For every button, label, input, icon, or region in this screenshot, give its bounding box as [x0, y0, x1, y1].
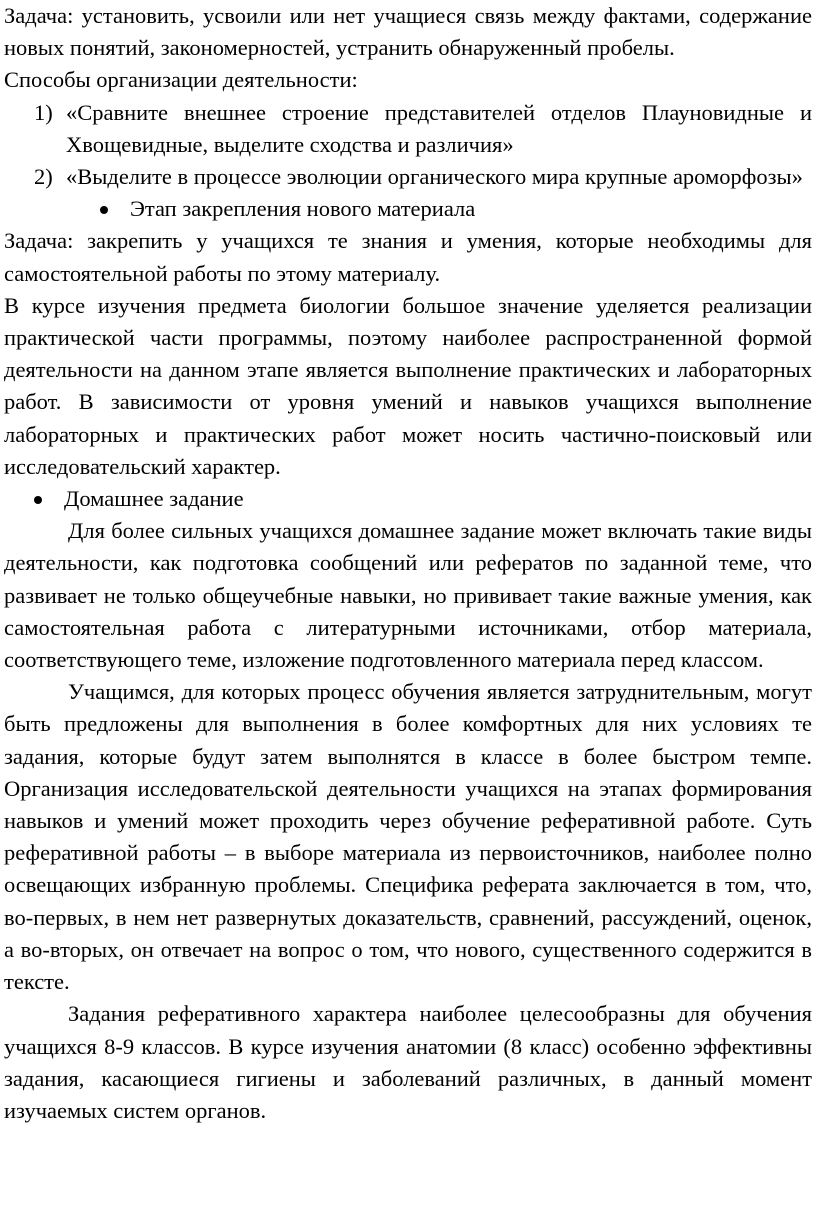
list-text-1: «Сравните внешнее строение представителей отделов Плауновидные и Хвощевидные, выделите сходства и различия»	[66, 99, 812, 157]
bullet-homework-text: Домашнее задание	[64, 486, 244, 512]
weak-students-paragraph: Учащимся, для которых процесс обучения является затруднительным, могут быть предложены для выполнения в более комфортных для них условиях те задания, которые будут затем выполнятся в классе в более быстром темпе. Организация исследовательской деятельности учащихся на этапах формирования навыков и умений может проходить через обучение реферативной работе. Суть реферативной работы – в выборе материала из первоисточников, наиболее полно освещающих избранную проблемы. Специфика реферата заключается в том, что, во-первых, в нем нет развернутых доказательств, сравнений, рассуждений, оценок, а во-вторых, он отвечает на вопрос о том, что нового, существенного содержится в тексте.	[4, 679, 812, 995]
list-text-2: «Выделите в процессе эволюции органического мира крупные ароморфозы»	[66, 164, 803, 190]
task-paragraph-1: Задача: установить, усвоили или нет учащиеся связь между фактами, содержание новых понятий, закономерностей, устранить обнаруженный пробелы.	[4, 3, 812, 61]
list-number-1: 1)	[34, 99, 53, 125]
methods-list	[4, 97, 812, 194]
bullet-dot-icon	[100, 206, 108, 214]
methods-list-item-1	[4, 97, 812, 161]
methods-list-item-2	[4, 161, 812, 193]
bullet-dot-icon	[34, 496, 42, 504]
methods-heading: Способы организации деятельности:	[4, 67, 358, 93]
bullet-homework	[4, 483, 812, 515]
bullet-stage-consolidation	[4, 193, 812, 225]
list-number-2: 2)	[34, 164, 53, 190]
practical-paragraph: В курсе изучения предмета биологии большое значение уделяется реализации практической части программы, поэтому наиболее распространенной формой деятельности на данном этапе является выполнение практических и лабораторных работ. В зависимости от уровня умений и навыков учащихся выполнение лабораторных и практических работ может носить частично-поисковый или исследовательский характер.	[4, 292, 812, 479]
strong-students-paragraph: Для более сильных учащихся домашнее задание может включать такие виды деятельности, как подготовка сообщений или рефератов по заданной теме, что развивает не только общеучебные навыки, но прививает такие важные умения, как самостоятельная работа с литературными источниками, отбор материала, соответствующего теме, изложение подготовленного материала перед классом.	[4, 518, 812, 673]
abstract-tasks-paragraph: Задания реферативного характера наиболее целесообразны для обучения учащихся 8-9 классов. В курсе изучения анатомии (8 класс) особенно эффективны задания, касающиеся гигиены и заболеваний различных, в данный момент изучаемых систем органов.	[4, 1001, 812, 1123]
bullet-stage-text: Этап закрепления нового материала	[130, 196, 476, 222]
task-paragraph-2: Задача: закрепить у учащихся те знания и умения, которые необходимы для самостоятельной работы по этому материалу.	[4, 228, 812, 286]
